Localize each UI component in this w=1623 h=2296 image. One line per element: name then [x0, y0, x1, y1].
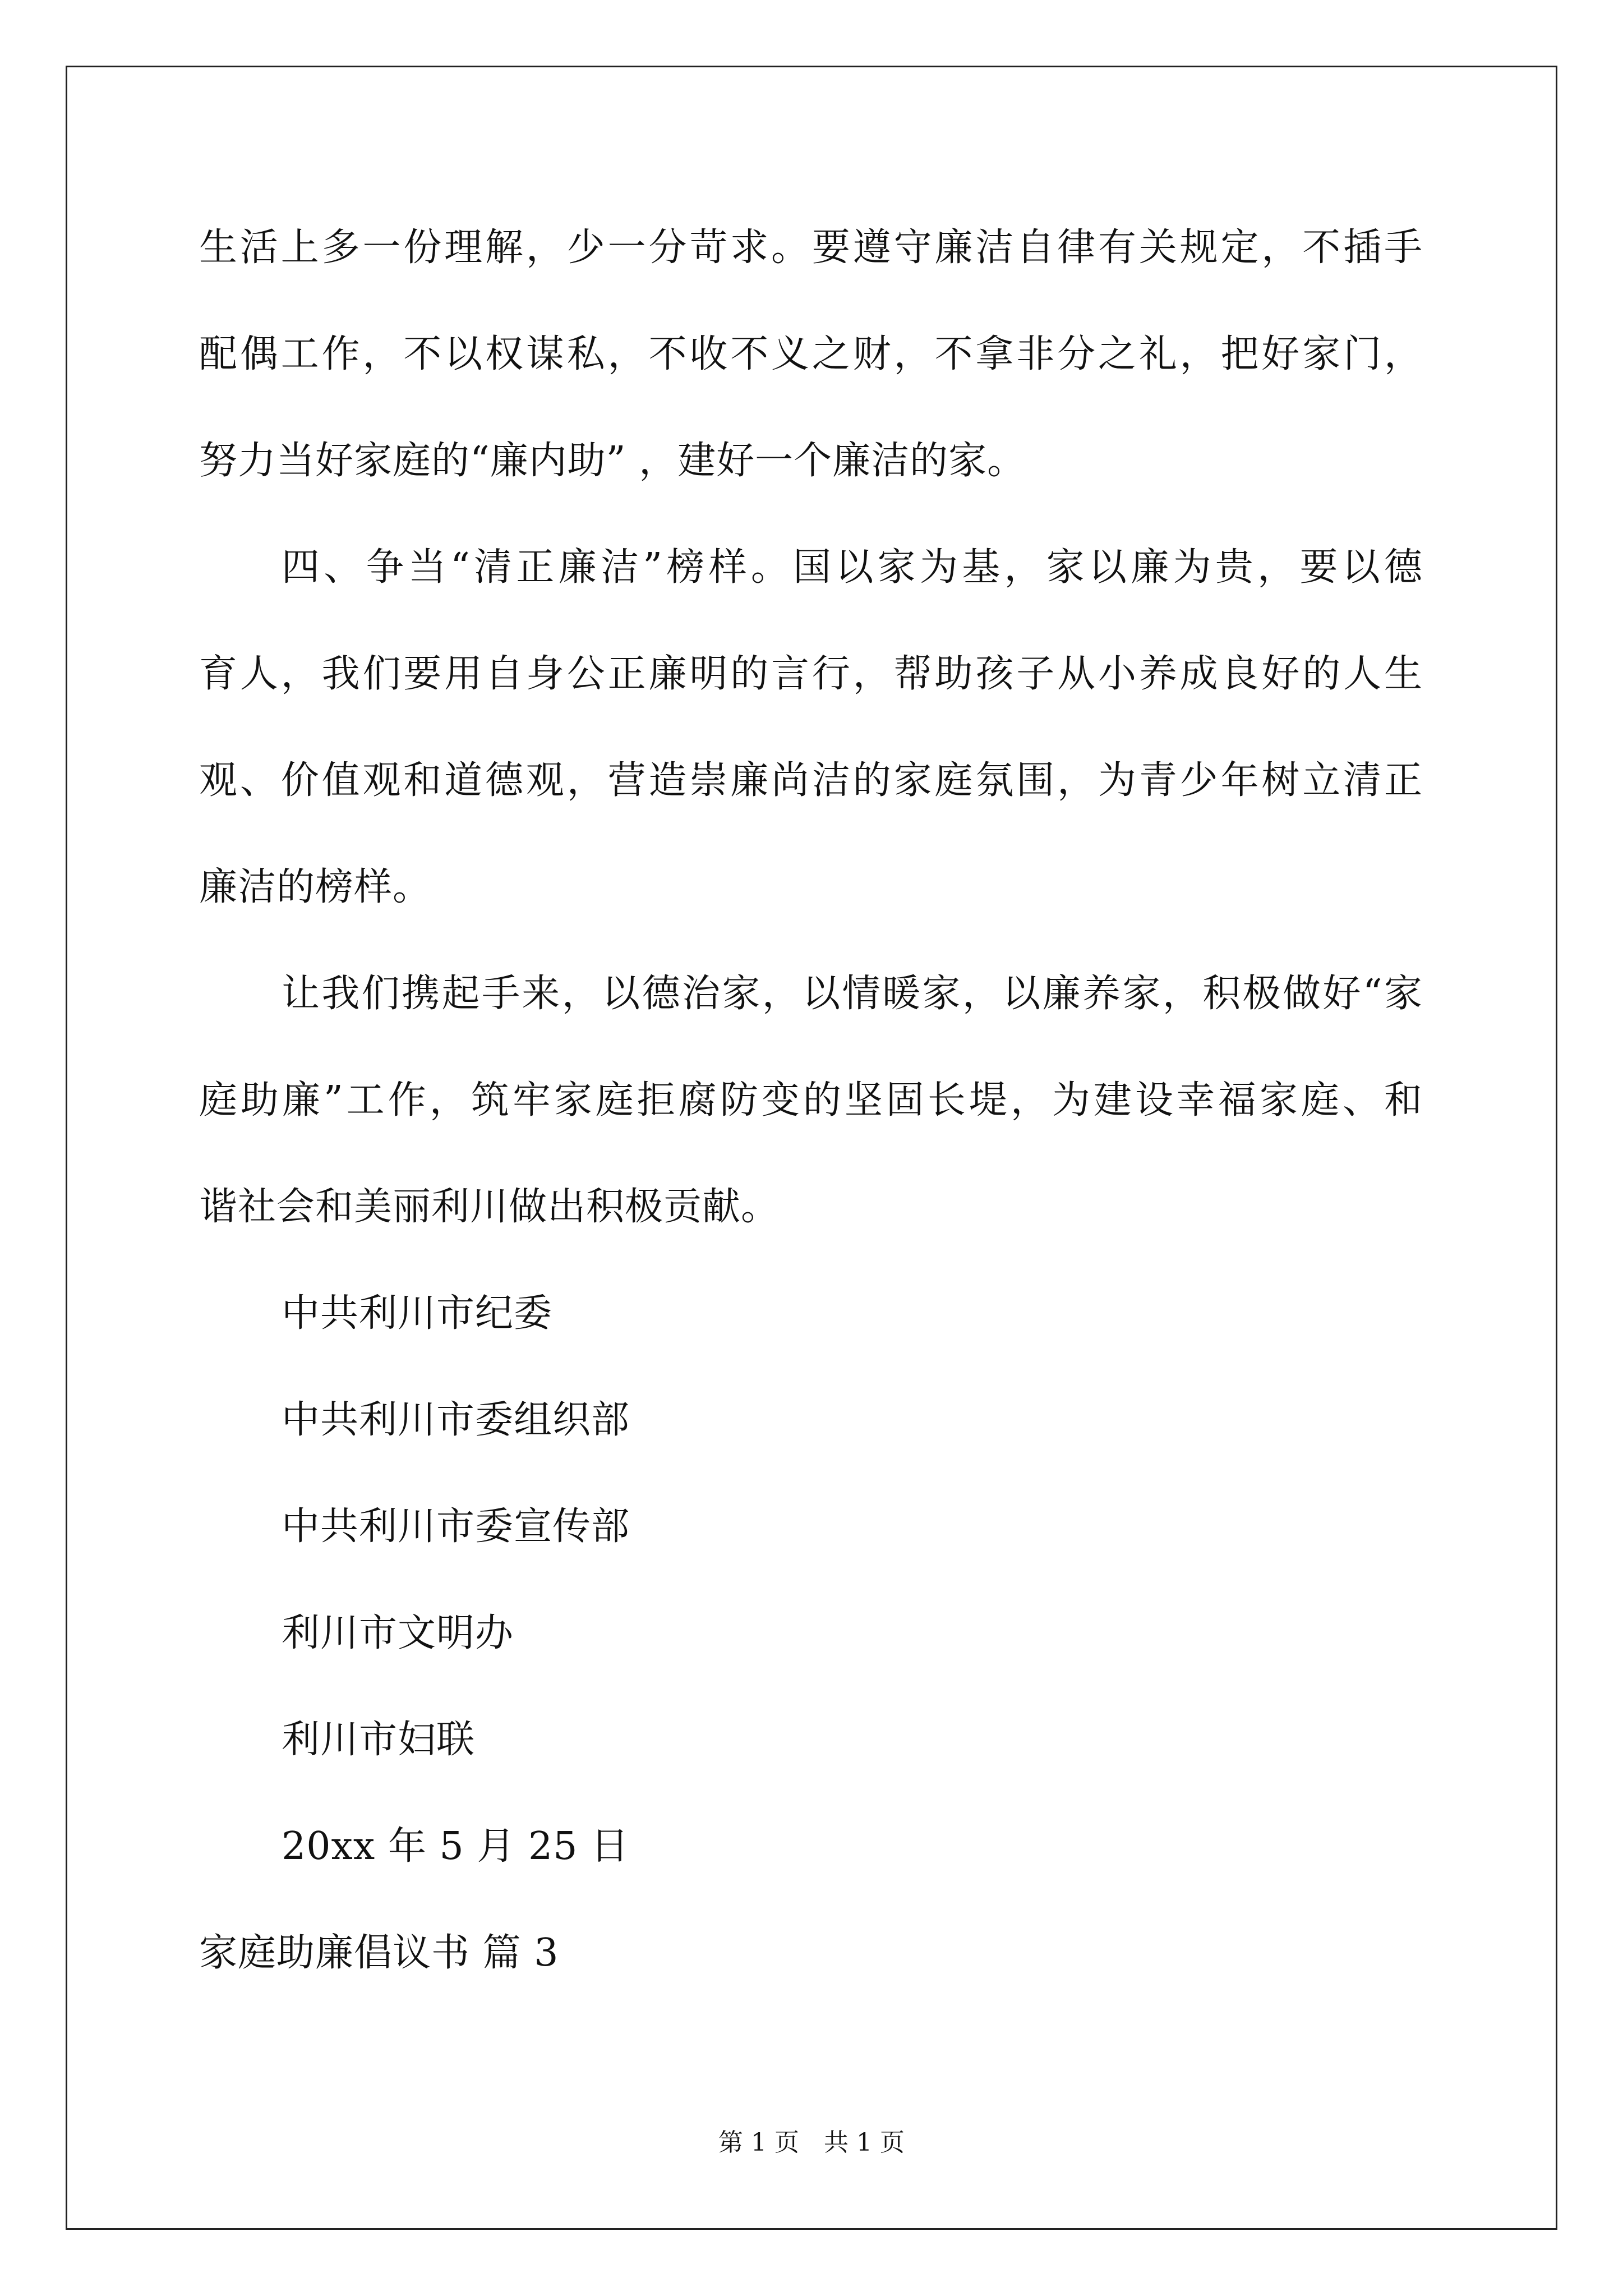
- paragraph-line: 配偶工作，不以权谋私，不收不义之财，不拿非分之礼，把好家门，: [199, 332, 1423, 376]
- signatory-line: 中共利川市委组织部: [282, 1398, 630, 1442]
- page-footer: 第 1 页 共 1 页: [718, 2128, 905, 2157]
- signatory-line: 利川市妇联: [282, 1718, 476, 1762]
- section-heading: 家庭助廉倡议书 篇 3: [199, 1931, 559, 1975]
- paragraph-line: 廉洁的榜样。: [199, 865, 432, 909]
- paragraph-line: 观、价值观和道德观，营造崇廉尚洁的家庭氛围，为青少年树立清正: [199, 758, 1423, 803]
- page-border: [66, 66, 1557, 2230]
- paragraph-line: 生活上多一份理解，少一分苛求。要遵守廉洁自律有关规定，不插手: [199, 226, 1423, 270]
- signatory-line: 中共利川市纪委: [282, 1291, 553, 1336]
- paragraph-line: 让我们携起手来，以德治家，以情暖家，以廉养家，积极做好“家: [282, 972, 1423, 1016]
- signatory-line: 中共利川市委宣传部: [282, 1504, 630, 1549]
- paragraph-line: 努力当好家庭的“廉内助” ，建好一个廉洁的家。: [199, 439, 1026, 483]
- paragraph-line: 育人，我们要用自身公正廉明的言行，帮助孩子从小养成良好的人生: [199, 652, 1423, 696]
- paragraph-line: 谐社会和美丽利川做出积极贡献。: [199, 1185, 780, 1229]
- paragraph-line: 四、争当“清正廉洁”榜样。国以家为基，家以廉为贵，要以德: [282, 545, 1423, 590]
- paragraph-line: 庭助廉”工作，筑牢家庭拒腐防变的坚固长堤，为建设幸福家庭、和: [199, 1078, 1423, 1122]
- signatory-line: 利川市文明办: [282, 1611, 514, 1655]
- date-line: 20xx 年 5 月 25 日: [282, 1824, 630, 1869]
